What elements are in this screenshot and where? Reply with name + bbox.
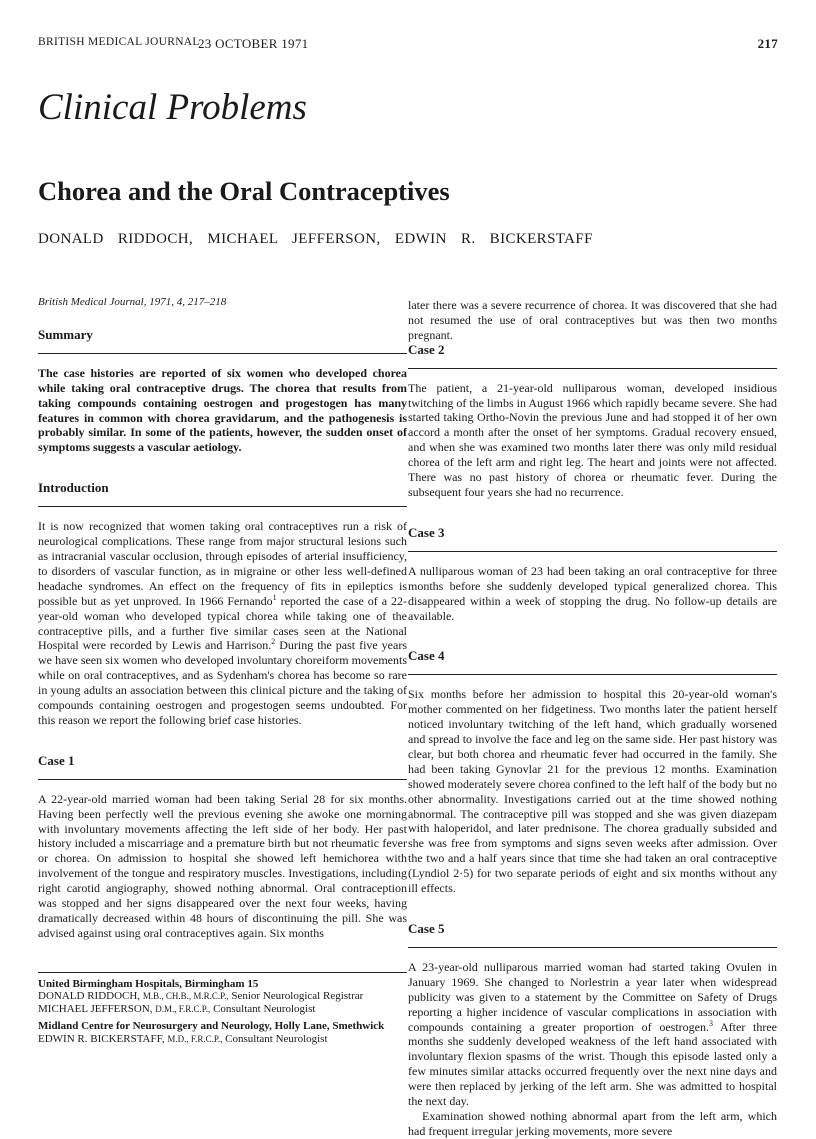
affiliation-bickerstaff: EDWIN R. BICKERSTAFF, M.D., F.R.C.P., Consultant Neurologist <box>38 1032 328 1045</box>
citation: British Medical Journal, 1971, 4, 217–218 <box>38 296 227 308</box>
case1-continued: later there was a severe recurrence of chorea. It was discovered that she had not resumed the use of oral contraceptives but was then two months pregnant. <box>408 298 777 342</box>
summary-text: The case histories are reported of six women who developed chorea while taking oral contraceptive drugs. The chorea that results from taking compounds containing oestrogen and progestogen has many features in common with chorea gravidarum, and the pathogenesis is probably similar. In some of the patients, however, the sudden onset of symptoms suggests a vascular aetiology. <box>38 365 407 455</box>
case3-rule <box>408 551 777 552</box>
introduction-section <box>38 481 407 728</box>
affiliations <box>38 972 407 1045</box>
running-header <box>38 36 778 52</box>
right-column <box>408 298 777 1139</box>
page-number: 217 <box>757 36 778 51</box>
case1-text: A 22-year-old married woman had been taking Serial 28 for six months. Having been perfectly well the previous evening she awoke one morning with involuntary movements affecting the left side of her body. Her past history included a miscarriage and a premature birth but not rheumatic fever or chorea. On admission to hospital she showed left hemichorea with involvement of the tongue and respiratory muscles. Investigations, including right carotid angiography, showed nothing abnormal. Oral contraception was stopped and her signs disappeared over the next four weeks, having dramatically decreased within 48 hours of discontinuing the pill. She was advised against using oral contraceptives again. Six months <box>38 791 407 940</box>
summary-section <box>38 328 407 455</box>
article-title: Chorea and the Oral Contraceptives <box>38 176 450 206</box>
case4-section <box>408 649 777 896</box>
case5-text: A 23-year-old nulliparous married woman had started taking Ovulen in January 1969. She changed to Norlestrin a year later when widespread publicity was given to a statement by the Committee on Safety of Drugs reporting a higher incidence of vascular complications in association with compounds containing a greater proportion of oestrogen.$^3$ After three months she suddenly developed weakness of the left hand associated with involuntary flexion spasms of the wrist. Though this episode lasted only a few minutes similar attacks occurred frequently over the next nine days and were then replaced by jerking of the left arm. She was admitted to hospital the next day. <box>408 959 777 1109</box>
issue-date: 23 OCTOBER 1971 <box>198 36 309 51</box>
introduction-heading: Introduction <box>38 480 109 496</box>
author-line <box>38 231 593 248</box>
case2-heading: Case 2 <box>408 341 445 357</box>
introduction-rule <box>38 506 407 507</box>
institution-smethwick: Midland Centre for Neurosurgery and Neurology, Holly Lane, Smethwick <box>38 1020 385 1033</box>
summary-rule <box>38 353 407 354</box>
case3-text: A nulliparous woman of 23 had been taking an oral contraceptive for three months before she suddenly developed typical generalized chorea. This disappeared within a week of stopping the drug. No follow-up details are available. <box>408 563 777 623</box>
author-riddoch: DONALD RIDDOCH, <box>38 231 194 247</box>
institution-birmingham: United Birmingham Hospitals, Birmingham 15 <box>38 978 259 990</box>
affiliations-rule <box>38 972 407 973</box>
case4-rule <box>408 674 777 675</box>
case1-rule <box>38 779 407 780</box>
case5-section <box>408 922 777 1139</box>
case4-heading: Case 4 <box>408 648 445 664</box>
case1-heading: Case 1 <box>38 752 75 768</box>
case2-rule <box>408 368 777 369</box>
journal-name: BRITISH MEDICAL JOURNAL <box>38 36 200 48</box>
case3-heading: Case 3 <box>408 524 445 540</box>
case5-rule <box>408 947 777 948</box>
reference-2[interactable]: 2 <box>271 637 276 647</box>
reference-3[interactable]: 3 <box>709 1018 713 1028</box>
introduction-text: It is now recognized that women taking oral contraceptives run a risk of neurological complications. These range from major structural lesions such as intracranial vascular occlusion, through episodes of arterial insufficiency, to disorders of vascular function, as in migraine or other less well-defined headache syndromes. An effect on the frequency of fits in epileptics is possible but as yet unproved. In 1966 Fernando$^1$ reported the case of a 22-year-old woman who developed typical chorea while taking one of the contraceptive pills, and a further five similar cases seen at the National Hospital were recorded by Lewis and Harrison.$^2$ During the past five years we have seen six women who developed involuntary choreiform movements while on oral contraceptives, and as Sydenham's chorea has become so rare in young adults an association between this clinical picture and the taking of compounds containing oestrogen and progestogen seems undoubted. For this reason we report the following brief case histories. <box>38 519 408 727</box>
section-title: Clinical Problems <box>38 87 307 128</box>
left-column <box>38 295 407 967</box>
case2-text: The patient, a 21-year-old nulliparous woman, developed insidious twitching of the limbs in August 1966 which rapidly became severe. She had started taking Ortho-Novin the previous June and had stopped it of her own accord a month after the onset of her symptoms. Gradual recovery ensued, and when she was examined two months later there was only mild residual chorea of the left arm and right leg. The heart and joints were not affected. There was no past history of chorea or rheumatic fever. During the subsequent four years she had no recurrence. <box>408 380 777 499</box>
affiliation-riddoch: DONALD RIDDOCH, M.B., CH.B., M.R.C.P., Senior Neurological Registrar <box>38 990 364 1003</box>
author-jefferson: MICHAEL JEFFERSON, <box>207 231 381 247</box>
reference-1[interactable]: 1 <box>272 592 277 602</box>
case5-heading: Case 5 <box>408 921 445 936</box>
case3-section <box>408 526 777 624</box>
author-bickerstaff: EDWIN R. BICKERSTAFF <box>394 231 593 247</box>
case2-section <box>408 343 777 500</box>
case1-section <box>38 754 407 941</box>
case4-text: Six months before her admission to hospital this 20-year-old woman's mother commented on her fidgetiness. Two months later the patient herself noticed involuntary twitching of the left hand, which gradually worsened and spread to involve the face and leg on the same side. Her past history was clear, but both chorea and rheumatic fever had occurred in the family. She had been taking Gynovlar 21 for the previous 12 months. Examination showed moderately severe chorea confined to the left half of the body but no other abnormality. Investigations carried out at the time showed nothing abnormal. The contraceptive pill was stopped and she was given diazepam with haloperidol, and later prednisone. The chorea gradually subsided and she was free from symptoms and signs seven weeks after admission. Over the two and a half years since that time she had taken an oral contraceptive (Lyndiol 2·5) for two separate periods of eight and six months without any ill effects. <box>408 687 777 896</box>
affiliation-jefferson: MICHAEL JEFFERSON, D.M., F.R.C.P., Consultant Neurologist <box>38 1002 316 1015</box>
summary-heading: Summary <box>38 326 93 342</box>
case5-text-continued: Examination showed nothing abnormal apart from the left arm, which had frequent irregular jerking movements, more severe <box>408 1108 777 1138</box>
